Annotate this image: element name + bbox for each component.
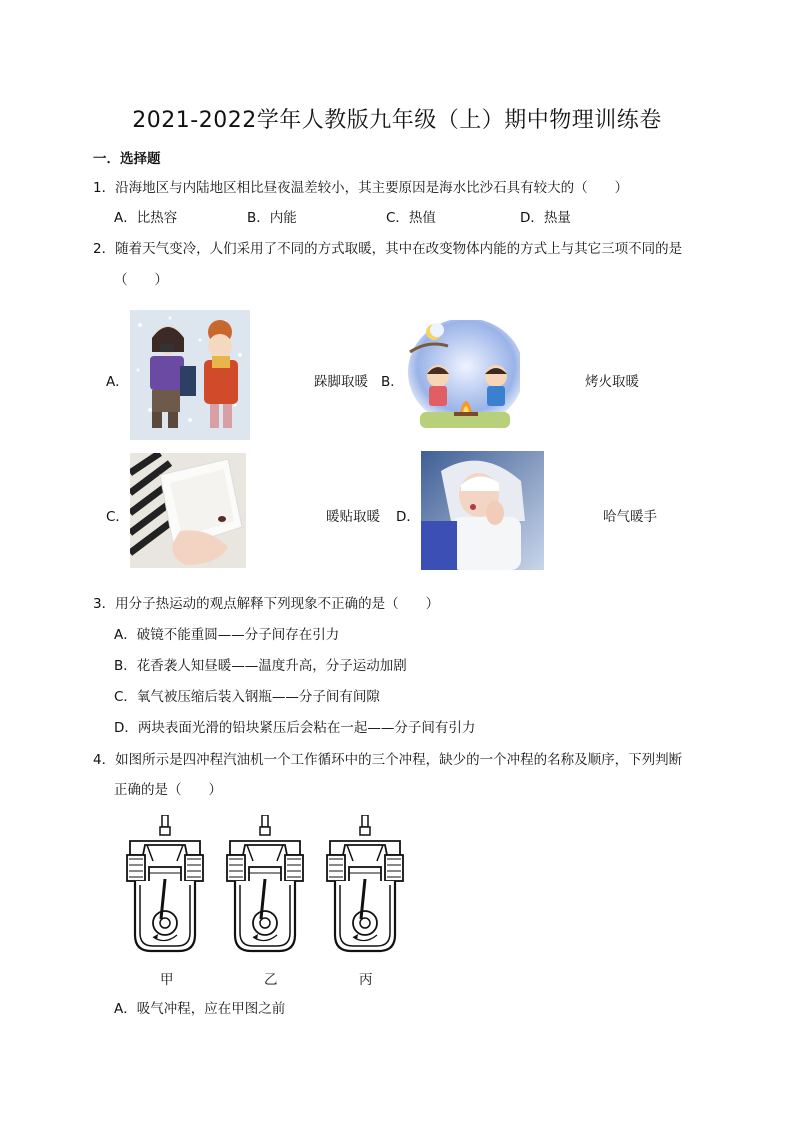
question-3-stem: 3．用分子热运动的观点解释下列现象不正确的是（ ）: [93, 596, 440, 612]
question-4-stem-cont: 正确的是（ ）: [114, 782, 222, 798]
q2-option-d-letter[interactable]: D．: [396, 509, 420, 525]
q1-option-b[interactable]: B．内能: [247, 210, 297, 226]
q2-option-d-image: [421, 451, 544, 570]
q2-option-a-letter[interactable]: A．: [106, 374, 129, 390]
q2-option-d-caption: 哈气暖手: [603, 509, 657, 525]
question-4-stem: 4．如图所示是四冲程汽油机一个工作循环中的三个冲程，缺少的一个冲程的名称及顺序，下列判断: [93, 752, 683, 768]
section-heading: 一．选择题: [93, 151, 161, 167]
q3-option-d[interactable]: D．两块表面光滑的铅块紧压后会粘在一起——分子间有引力: [114, 720, 476, 736]
q2-option-a-image: [130, 310, 250, 440]
q2-option-c-image: [130, 453, 246, 568]
q3-option-c[interactable]: C．氧气被压缩后装入钢瓶——分子间有间隙: [114, 689, 380, 705]
q1-option-d[interactable]: D．热量: [520, 210, 571, 226]
q2-option-b-image: [408, 320, 520, 432]
q2-option-b-caption: 烤火取暖: [585, 374, 639, 390]
diagram-label-yi: 乙: [264, 972, 278, 988]
page-title: 2021-2022学年人教版九年级（上）期中物理训练卷: [132, 108, 662, 133]
question-2-stem-cont: （ ）: [114, 272, 168, 288]
q1-option-a[interactable]: A．比热容: [114, 210, 178, 226]
q3-option-a[interactable]: A．破镜不能重圆——分子间存在引力: [114, 627, 340, 643]
diagram-label-bing: 丙: [359, 972, 373, 988]
question-2-stem: 2．随着天气变冷，人们采用了不同的方式取暖，其中在改变物体内能的方式上与其它三项不同的是: [93, 241, 683, 257]
q2-option-c-caption: 暖贴取暖: [326, 509, 380, 525]
q2-option-b-letter[interactable]: B．: [381, 374, 404, 390]
diagram-label-jia: 甲: [160, 972, 174, 988]
q3-option-b[interactable]: B．花香袭人知昼暖——温度升高，分子运动加剧: [114, 658, 407, 674]
q2-option-a-caption: 跺脚取暖: [314, 374, 368, 390]
q4-option-a[interactable]: A．吸气冲程，应在甲图之前: [114, 1001, 286, 1017]
question-1-stem: 1．沿海地区与内陆地区相比昼夜温差较小，其主要原因是海水比沙石具有较大的（ ）: [93, 180, 629, 196]
q1-option-c[interactable]: C．热值: [386, 210, 436, 226]
q2-option-c-letter[interactable]: C．: [106, 509, 129, 525]
engine-stroke-diagrams: [125, 815, 410, 960]
